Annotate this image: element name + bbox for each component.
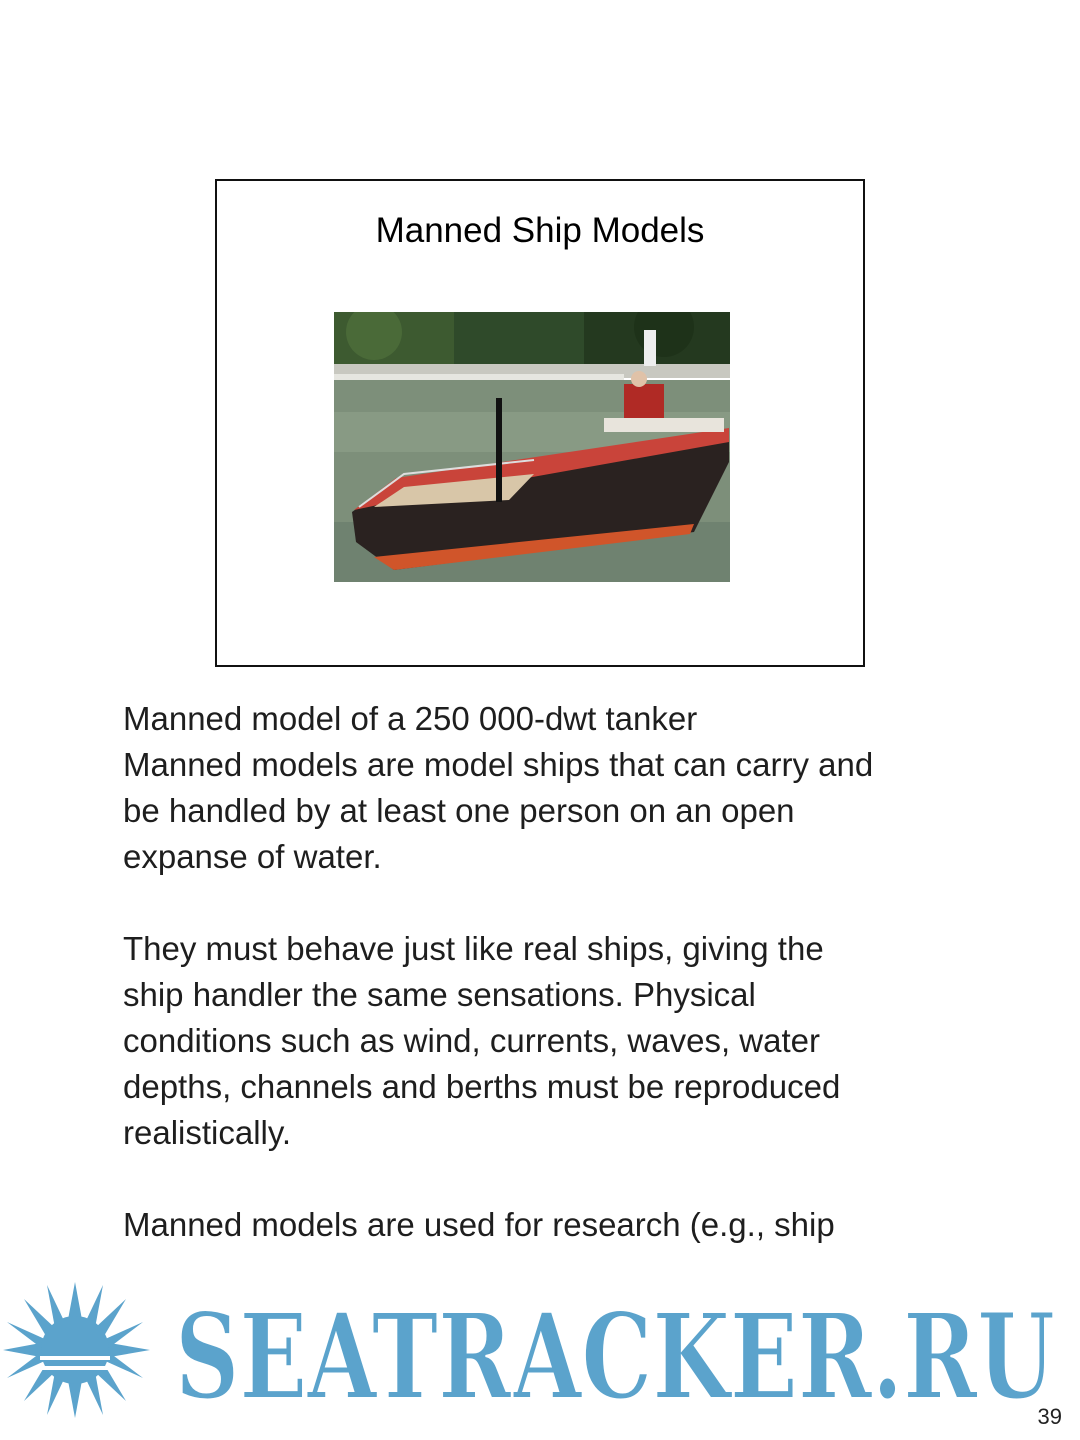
paragraph-gap <box>123 1156 963 1202</box>
slide-frame <box>215 179 865 667</box>
notes-p2-line3: conditions such as wind, currents, waves, water <box>123 1022 820 1059</box>
paragraph-gap <box>123 880 963 926</box>
notes-p2-line2: ship handler the same sensations. Physical <box>123 976 756 1013</box>
notes-p1-line1: Manned models are model ships that can carry and <box>123 746 874 783</box>
watermark-text: SEATRACKER.RU <box>175 1287 1055 1420</box>
notes-p2-line4: depths, channels and berths must be reproduced <box>123 1068 841 1105</box>
notes-caption: Manned model of a 250 000-dwt tanker <box>123 700 698 737</box>
notes-p2-line5: realistically. <box>123 1114 292 1151</box>
manned-tanker-model-photo <box>334 312 730 582</box>
notes-p2-line1: They must behave just like real ships, giving the <box>123 930 824 967</box>
speaker-notes <box>123 696 963 1248</box>
page-number: 39 <box>1037 1404 1062 1429</box>
notes-p3-line1: Manned models are used for research (e.g., ship <box>123 1206 835 1243</box>
seatracker-watermark-logo <box>0 1280 1080 1420</box>
notes-p1-line2: be handled by at least one person on an open <box>123 792 795 829</box>
sun-icon <box>3 1282 150 1418</box>
slide-title: Manned Ship Models <box>375 211 705 250</box>
notes-p1-line3: expanse of water. <box>123 838 382 875</box>
